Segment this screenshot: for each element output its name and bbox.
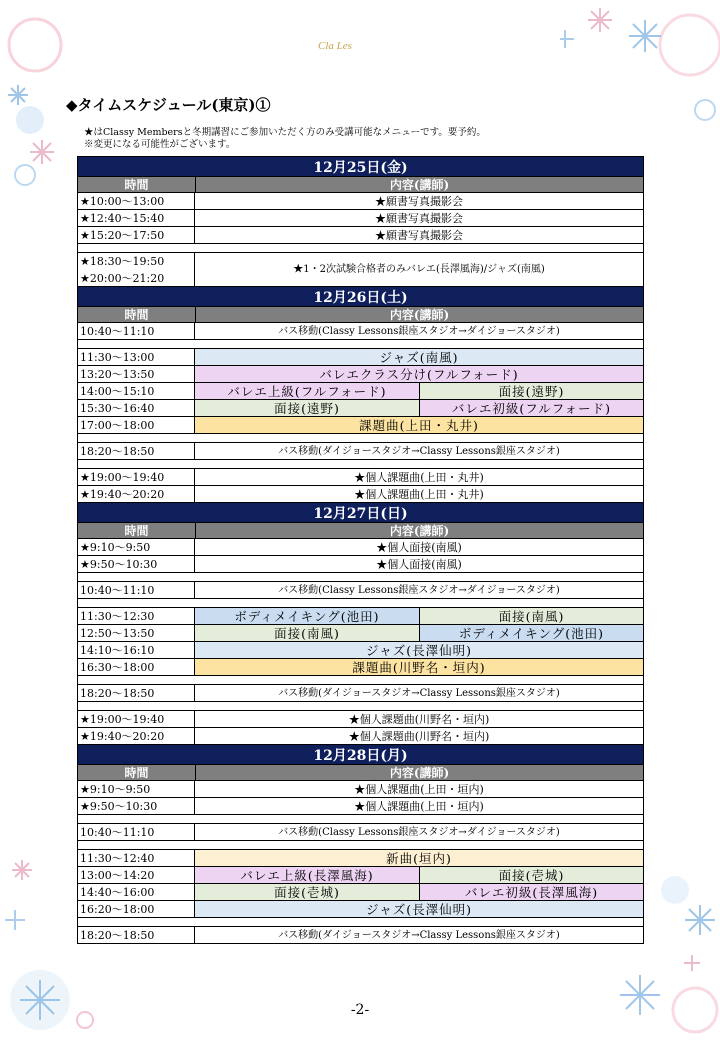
time-cell: ★9:10～9:50 xyxy=(78,781,195,797)
content-cell-right: バレエ初級(長澤風海) xyxy=(420,884,643,900)
content-cell: バス移動(ダイジョースタジオ→Classy Lessons銀座スタジオ) xyxy=(278,930,560,941)
time-cell: 13:00～14:20 xyxy=(78,867,195,883)
date-header: 12月25日(金) xyxy=(78,157,643,177)
spacer-row xyxy=(78,244,643,253)
content-cell: ★個人面接(南風) xyxy=(376,558,462,571)
column-time: 時間 xyxy=(78,307,196,322)
time-cell: ★19:00～19:40 xyxy=(78,469,195,485)
table-row xyxy=(78,383,643,400)
time-cell: 11:30～12:40 xyxy=(78,850,195,866)
table-row xyxy=(78,443,643,460)
time-cell: 10:40～11:10 xyxy=(78,824,195,840)
content-cell: バス移動(Classy Lessons銀座スタジオ→ダイジョースタジオ) xyxy=(278,585,560,596)
date-header: 12月27日(日) xyxy=(78,503,643,523)
table-row xyxy=(78,711,643,728)
content-cell-right: 面接(壱城) xyxy=(420,867,643,883)
page-title: ◆タイムスケジュール(東京)① xyxy=(66,96,271,114)
content-cell: ★願書写真撮影会 xyxy=(375,229,463,242)
time-cell: 17:00～18:00 xyxy=(78,417,195,433)
time-cell: 14:10～16:10 xyxy=(78,642,195,658)
time-cell: ★9:50～10:30 xyxy=(78,798,195,814)
table-row xyxy=(78,349,643,366)
content-cell: バス移動(Classy Lessons銀座スタジオ→ダイジョースタジオ) xyxy=(278,827,560,838)
time-cell: ★12:40～15:40 xyxy=(78,210,195,226)
time-cell: 10:40～11:10 xyxy=(78,582,195,598)
table-row xyxy=(78,366,643,383)
table-row xyxy=(78,469,643,486)
content-cell: ★個人課題曲(上田・垣内) xyxy=(354,783,484,796)
date-header: 12月26日(土) xyxy=(78,287,643,307)
notes xyxy=(84,127,486,151)
content-cell: ★1・2次試験合格者のみバレエ(長澤風海)/ジャズ(南風) xyxy=(293,264,545,275)
time-cell: 18:20～18:50 xyxy=(78,685,195,701)
content-cell: 課題曲(上田・丸井) xyxy=(195,417,643,433)
table-row xyxy=(78,227,643,244)
content-cell-right: 面接(遠野) xyxy=(420,383,643,399)
time-cell: ★19:40～20:20 xyxy=(78,728,195,744)
time-cell: 11:30～13:00 xyxy=(78,349,195,365)
table-row xyxy=(78,867,643,884)
table-row xyxy=(78,417,643,434)
column-content: 内容(講師) xyxy=(389,308,450,322)
table-row xyxy=(78,323,643,340)
note-subject-to-change: ※変更になる可能性がございます。 xyxy=(84,139,236,150)
content-cell-left: ボディメイキング(池田) xyxy=(195,608,420,624)
table-row xyxy=(78,659,643,676)
content-cell-right: バレエ初級(フルフォード) xyxy=(420,400,643,416)
time-cell: ★15:20～17:50 xyxy=(78,227,195,243)
table-row xyxy=(78,824,643,841)
content-cell: ジャズ(南風) xyxy=(195,349,643,365)
column-header xyxy=(78,523,643,539)
table-row xyxy=(78,608,643,625)
content-cell-right: 面接(南風) xyxy=(420,608,643,624)
time-cell: 10:40～11:10 xyxy=(78,323,195,339)
time-cell: 18:20～18:50 xyxy=(78,927,195,943)
column-time: 時間 xyxy=(78,523,196,538)
note-members-only: ★はClassy Membersと冬期講習にご参加いただく方のみ受講可能なメニューです。要予約。 xyxy=(84,127,486,138)
content-cell: バス移動(Classy Lessons銀座スタジオ→ダイジョースタジオ) xyxy=(278,326,560,337)
table-row xyxy=(78,193,643,210)
spacer-row xyxy=(78,573,643,582)
spacer-row xyxy=(78,434,643,443)
content-cell: ★個人課題曲(川野名・垣内) xyxy=(348,713,490,726)
spacer-row xyxy=(78,460,643,469)
spacer-row xyxy=(78,702,643,711)
content-cell: 新曲(垣内) xyxy=(195,850,643,866)
content-cell: バス移動(ダイジョースタジオ→Classy Lessons銀座スタジオ) xyxy=(278,446,560,457)
column-content: 内容(講師) xyxy=(389,524,450,538)
content-cell-left: バレエ上級(長澤風海) xyxy=(195,867,420,883)
content-cell: ジャズ(長澤仙明) xyxy=(195,901,643,917)
table-row xyxy=(78,556,643,573)
content-cell: ★願書写真撮影会 xyxy=(375,195,463,208)
table-row xyxy=(78,625,643,642)
time-cell: ★18:30～19:50 ★20:00～21:20 xyxy=(78,253,195,286)
content-cell-left: 面接(遠野) xyxy=(195,400,420,416)
table-row xyxy=(78,582,643,599)
column-header xyxy=(78,765,643,781)
spacer-row xyxy=(78,340,643,349)
schedule-table xyxy=(77,156,644,944)
table-row xyxy=(78,685,643,702)
content-cell: バス移動(ダイジョースタジオ→Classy Lessons銀座スタジオ) xyxy=(278,688,560,699)
table-row xyxy=(78,850,643,867)
date-header: 12月28日(月) xyxy=(78,745,643,765)
time-cell: 13:20～13:50 xyxy=(78,366,195,382)
content-cell-right: ボディメイキング(池田) xyxy=(420,625,643,641)
time-cell: ★19:00～19:40 xyxy=(78,711,195,727)
table-row xyxy=(78,901,643,918)
table-row xyxy=(78,781,643,798)
spacer-row xyxy=(78,676,643,685)
time-cell: 16:30～18:00 xyxy=(78,659,195,675)
time-cell: ★9:10～9:50 xyxy=(78,539,195,555)
table-row xyxy=(78,210,643,227)
spacer-row xyxy=(78,918,643,927)
table-row xyxy=(78,539,643,556)
content-cell: ★個人課題曲(上田・丸井) xyxy=(354,488,484,501)
time-cell: 14:40～16:00 xyxy=(78,884,195,900)
time-cell: 18:20～18:50 xyxy=(78,443,195,459)
content-cell: ★個人課題曲(上田・丸井) xyxy=(354,471,484,484)
time-cell: 11:30～12:30 xyxy=(78,608,195,624)
table-row xyxy=(78,927,643,944)
spacer-row xyxy=(78,599,643,608)
time-cell: ★9:50～10:30 xyxy=(78,556,195,572)
column-header xyxy=(78,307,643,323)
column-time: 時間 xyxy=(78,177,196,192)
column-content: 内容(講師) xyxy=(389,178,450,192)
content-cell: バレエクラス分け(フルフォード) xyxy=(195,366,643,382)
snowflake-decoration-top-right xyxy=(560,0,720,150)
page-number: -2- xyxy=(350,1002,370,1018)
time-cell: 15:30～16:40 xyxy=(78,400,195,416)
table-row xyxy=(78,884,643,901)
time-cell: 12:50～13:50 xyxy=(78,625,195,641)
content-cell: ★個人面接(南風) xyxy=(376,541,462,554)
time-cell: 16:20～18:00 xyxy=(78,901,195,917)
column-header xyxy=(78,177,643,193)
content-cell-left: バレエ上級(フルフォード) xyxy=(195,383,420,399)
content-cell: ジャズ(長澤仙明) xyxy=(195,642,643,658)
time-cell: ★19:40～20:20 xyxy=(78,486,195,502)
content-cell-left: 面接(南風) xyxy=(195,625,420,641)
content-cell: ★個人課題曲(川野名・垣内) xyxy=(348,730,490,743)
time-cell: 14:00～15:10 xyxy=(78,383,195,399)
table-row xyxy=(78,642,643,659)
table-row xyxy=(78,798,643,815)
table-row xyxy=(78,486,643,503)
content-cell: ★個人課題曲(上田・垣内) xyxy=(354,800,484,813)
table-row xyxy=(78,728,643,745)
content-cell: 課題曲(川野名・垣内) xyxy=(195,659,643,675)
content-cell: ★願書写真撮影会 xyxy=(375,212,463,225)
time-cell: ★10:00～13:00 xyxy=(78,193,195,209)
brand-logo: Cla Les xyxy=(318,40,352,52)
column-content: 内容(講師) xyxy=(389,766,450,780)
column-time: 時間 xyxy=(78,765,196,780)
content-cell-left: 面接(壱城) xyxy=(195,884,420,900)
table-row xyxy=(78,400,643,417)
table-row xyxy=(78,253,643,287)
spacer-row xyxy=(78,815,643,824)
spacer-row xyxy=(78,841,643,850)
